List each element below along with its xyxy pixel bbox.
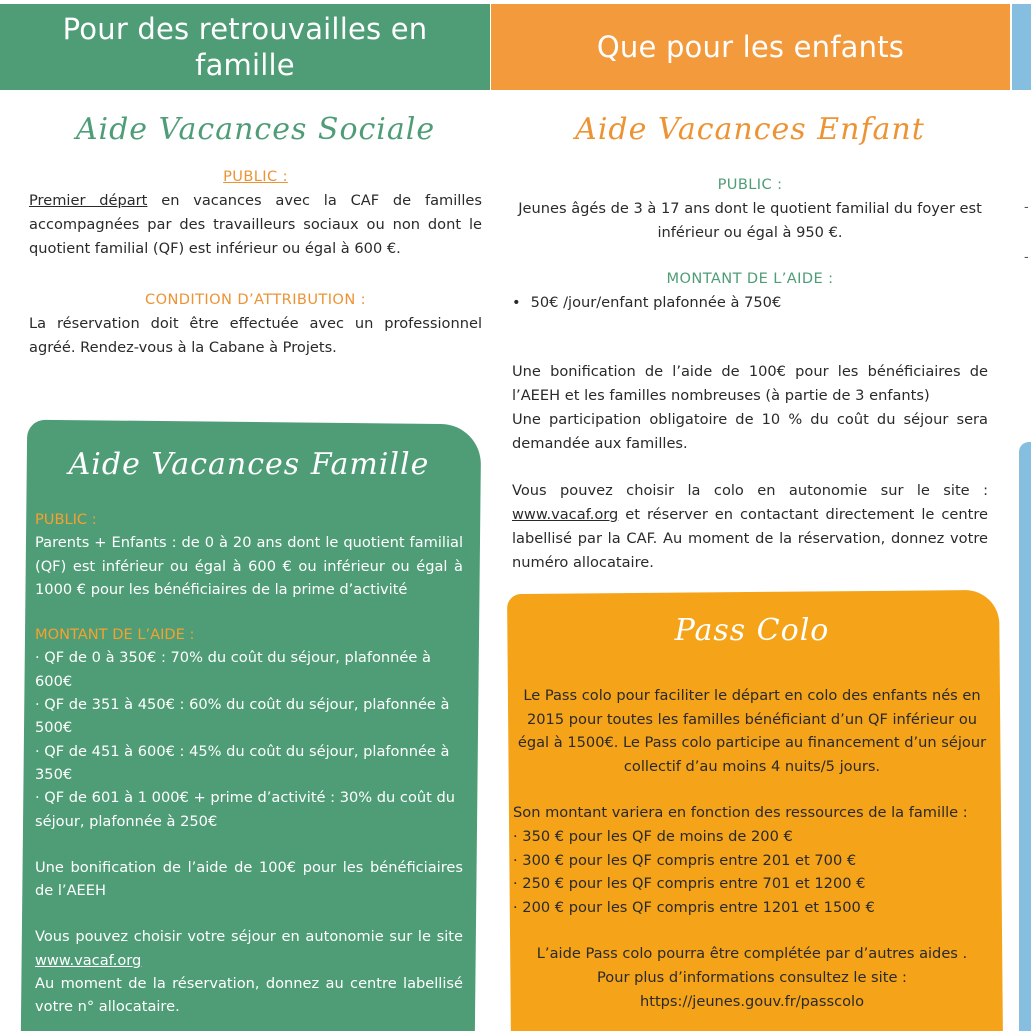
pass-colo-footer-2: Pour plus d’informations consultez le site :	[597, 968, 907, 986]
avf-reservation-text: Au moment de la réservation, donnez au centre labellisé votre n° allocataire.	[35, 975, 463, 1016]
section-aide-vacances-famille	[35, 436, 463, 1019]
list-item: · QF de 601 à 1 000€ + prime d’activité : 30% du coût du séjour, plafonnée à 250€	[35, 789, 456, 830]
avs-title: Aide Vacances Sociale	[75, 112, 436, 147]
ave-title: Aide Vacances Enfant	[575, 112, 925, 147]
avs-public-text: en vacances avec la CAF de familles accompagnées par des travailleurs sociaux ou non dont le quotient familial (QF) est inférieur ou égal à 600 €.	[29, 192, 482, 257]
passcolo-link[interactable]: https://jeunes.gouv.fr/passcolo	[639, 992, 865, 1010]
avf-montant-list	[35, 646, 463, 832]
right-column-fragment: -	[1024, 200, 1029, 215]
avs-public-lead: Premier départ	[29, 192, 148, 209]
banner-mid-text: Que pour les enfants	[596, 30, 905, 64]
right-column-fragment: -	[1024, 250, 1029, 265]
ave-montant-heading: MONTANT DE L’AIDE :	[666, 270, 834, 287]
ave-choose-before: Vous pouvez choisir la colo en autonomie sur le site :	[512, 482, 988, 499]
ave-choose-paragraph	[512, 479, 988, 575]
avf-choose-before: Vous pouvez choisir votre séjour en autonomie sur le site	[35, 928, 463, 946]
avf-choose-paragraph	[35, 925, 463, 972]
banner-enfants	[491, 4, 1010, 90]
ave-bonus-text: Une bonification de l’aide de 100€ pour les bénéficiaires de l’AEEH et les familles nombreuses (à partie de 3 enfants)	[512, 363, 988, 404]
vacaf-link[interactable]: www.vacaf.org	[35, 951, 142, 969]
pass-colo-footer-1: L’aide Pass colo pourra être complétée par d’autres aides .	[536, 945, 968, 963]
avs-public-paragraph	[29, 189, 482, 261]
banner-retrouvailles	[0, 4, 490, 90]
list-item: · QF de 0 à 350€ : 70% du coût du séjour, plafonnée à 600€	[35, 649, 431, 690]
list-item: · QF de 351 à 450€ : 60% du coût du séjour, plafonnée à 500€	[35, 696, 450, 737]
ave-choose-after: et réserver en contactant directement le centre labellisé par la CAF. Au moment de la réservation, donnez votre numéro allocataire.	[512, 506, 988, 571]
avs-public-heading: PUBLIC :	[223, 168, 288, 185]
list-item	[512, 291, 988, 315]
list-item: · 250 € pour les QF compris entre 701 et 1200 €	[513, 875, 866, 893]
avf-bonus-text: Une bonification de l’aide de 100€ pour les bénéficiaires de l’AEEH	[35, 858, 463, 900]
ave-participation-text: Une participation obligatoire de 10 % du coût du séjour sera demandée aux familles.	[512, 411, 988, 452]
banner-right-edge	[1012, 4, 1031, 90]
ave-public-text: Jeunes âgés de 3 à 17 ans dont le quotient familial du foyer est inférieur ou égal à 950 €.	[518, 200, 982, 241]
section-pass-colo	[513, 603, 991, 1013]
ave-montant-list	[512, 291, 988, 315]
section-aide-vacances-sociale	[29, 100, 482, 360]
avf-public-heading: PUBLIC :	[35, 511, 97, 528]
banner-left-text: Pour des retrouvailles en famille	[62, 12, 428, 82]
list-item: · 350 € pour les QF de moins de 200 €	[513, 827, 793, 845]
pass-colo-intro: Le Pass colo pour faciliter le départ en colo des enfants nés en 2015 pour toutes les familles bénéficiant d’un QF inférieur ou égal à 1500€. Le Pass colo participe au financement d’un séjour collectif d’au moins 4 nuits/5 jours.	[517, 687, 987, 775]
vacaf-link[interactable]: www.vacaf.org	[512, 506, 619, 523]
card-right-edge-bg	[1019, 442, 1031, 1031]
pass-colo-amount-heading: Son montant variera en fonction des ressources de la famille :	[513, 804, 968, 822]
avf-montant-heading: MONTANT DE L’AIDE :	[35, 626, 195, 644]
section-aide-vacances-enfant	[512, 100, 988, 575]
avf-public-text: Parents + Enfants : de 0 à 20 ans dont le quotient familial (QF) est inférieur ou égal à 600 € ou inférieur ou égal à 1000 € pour les bénéficiaires de la prime d’activité	[35, 534, 463, 598]
avs-condition-heading: CONDITION D’ATTRIBUTION :	[144, 291, 366, 308]
pass-colo-title: Pass Colo	[674, 613, 830, 648]
avf-title: Aide Vacances Famille	[68, 447, 430, 482]
list-item: · 300 € pour les QF compris entre 201 et 700 €	[513, 851, 857, 869]
list-item: · QF de 451 à 600€ : 45% du coût du séjour, plafonnée à 350€	[35, 742, 450, 783]
avs-condition-text: La réservation doit être effectuée avec un professionnel agréé. Rendez-vous à la Cabane à Projets.	[29, 315, 482, 356]
pass-colo-amount-list	[513, 825, 991, 919]
ave-montant-item: 50€ /jour/enfant plafonnée à 750€	[530, 294, 782, 311]
list-item: · 200 € pour les QF compris entre 1201 et 1500 €	[513, 898, 875, 916]
ave-public-heading: PUBLIC :	[717, 176, 783, 193]
